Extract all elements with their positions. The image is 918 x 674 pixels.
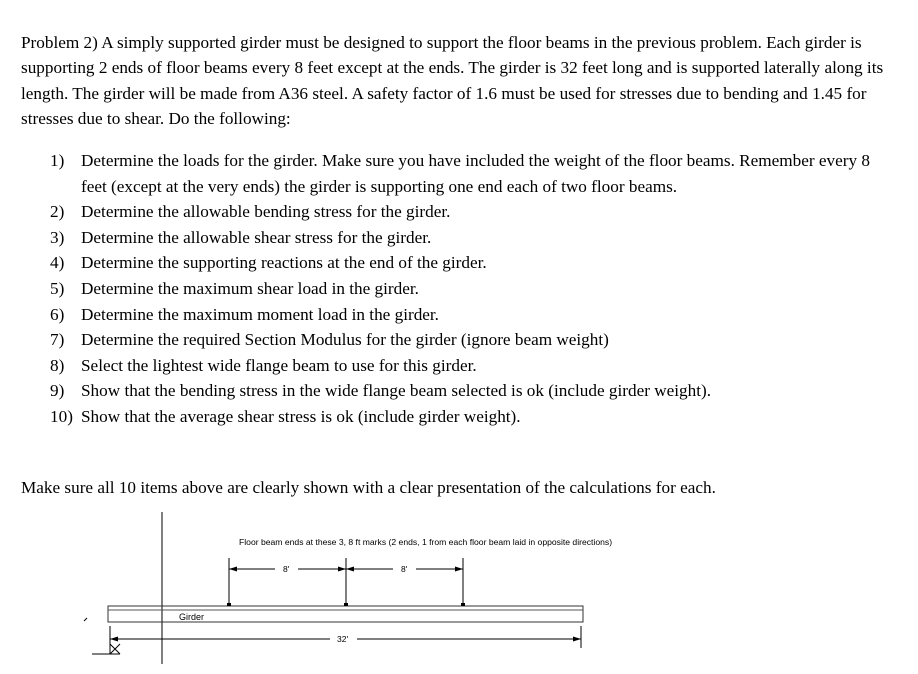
task-number: 6) [50,304,65,324]
list-item [50,276,880,302]
problem-statement: Problem 2) A simply supported girder must be designed to support the floor beams in the previous problem. Each girder is supporting 2 ends of floor beams every 8 feet except at the ends. The girder is 32 feet long and is supported laterally along its length. The girder will be made from A36 steel. A safety factor of 1.6 must be used for stresses due to bending and 1.45 for stresses due to shear. Do the following: [21,33,884,129]
length-label: 32' [337,634,349,644]
list-item [50,225,880,251]
task-text: Determine the allowable shear stress for the girder. [81,227,432,247]
task-number: 3) [50,227,65,247]
task-text: Determine the supporting reactions at the end of the girder. [81,253,487,273]
task-text: Determine the allowable bending stress for the girder. [81,202,451,222]
task-number: 10) [50,406,73,426]
spacing-label: 8' [283,564,290,574]
task-number: 2) [50,202,65,222]
list-item [50,250,880,276]
task-text: Show that the bending stress in the wide flange beam selected is ok (include girder weight). [81,381,712,401]
closing-instruction: Make sure all 10 items above are clearly shown with a clear presentation of the calculations for each. [21,478,716,497]
arrowhead [455,567,463,572]
list-item [50,199,880,225]
list-item [50,327,880,353]
tick-mark [84,618,87,621]
task-number: 8) [50,355,65,375]
list-item [50,378,880,404]
task-text: Determine the maximum shear load in the girder. [81,278,419,298]
floor-beam-note: Floor beam ends at these 3, 8 ft marks (2 ends, 1 from each floor beam laid in opposite directions) [239,537,613,547]
arrowhead [346,567,354,572]
task-list [50,148,880,430]
task-text: Determine the loads for the girder. Make sure you have included the weight of the floor beams. Remember every 8 feet (except at the very ends) the girder is supporting one end each of two floor beams. [81,151,870,196]
bearing-point [227,603,231,606]
list-item [50,302,880,328]
task-text: Select the lightest wide flange beam to use for this girder. [81,355,477,375]
task-number: 1) [50,151,65,170]
task-number: 5) [50,278,65,298]
task-number: 9) [50,381,65,401]
task-text: Determine the required Section Modulus for the girder (ignore beam weight) [81,330,609,350]
girder-diagram [0,508,918,674]
girder-label: Girder [179,612,205,622]
task-number: 7) [50,330,65,350]
list-item [50,353,880,379]
bearing-point [461,603,465,606]
list-item [50,404,880,430]
arrowhead [229,567,237,572]
arrowhead [338,567,346,572]
bearing-point [344,603,348,606]
task-number: 4) [50,253,65,273]
task-text: Determine the maximum moment load in the girder. [81,304,439,324]
arrowhead [110,637,118,642]
spacing-label: 8' [401,564,408,574]
arrowhead [573,637,581,642]
list-item [50,148,880,199]
task-text: Show that the average shear stress is ok (include girder weight). [81,406,521,426]
